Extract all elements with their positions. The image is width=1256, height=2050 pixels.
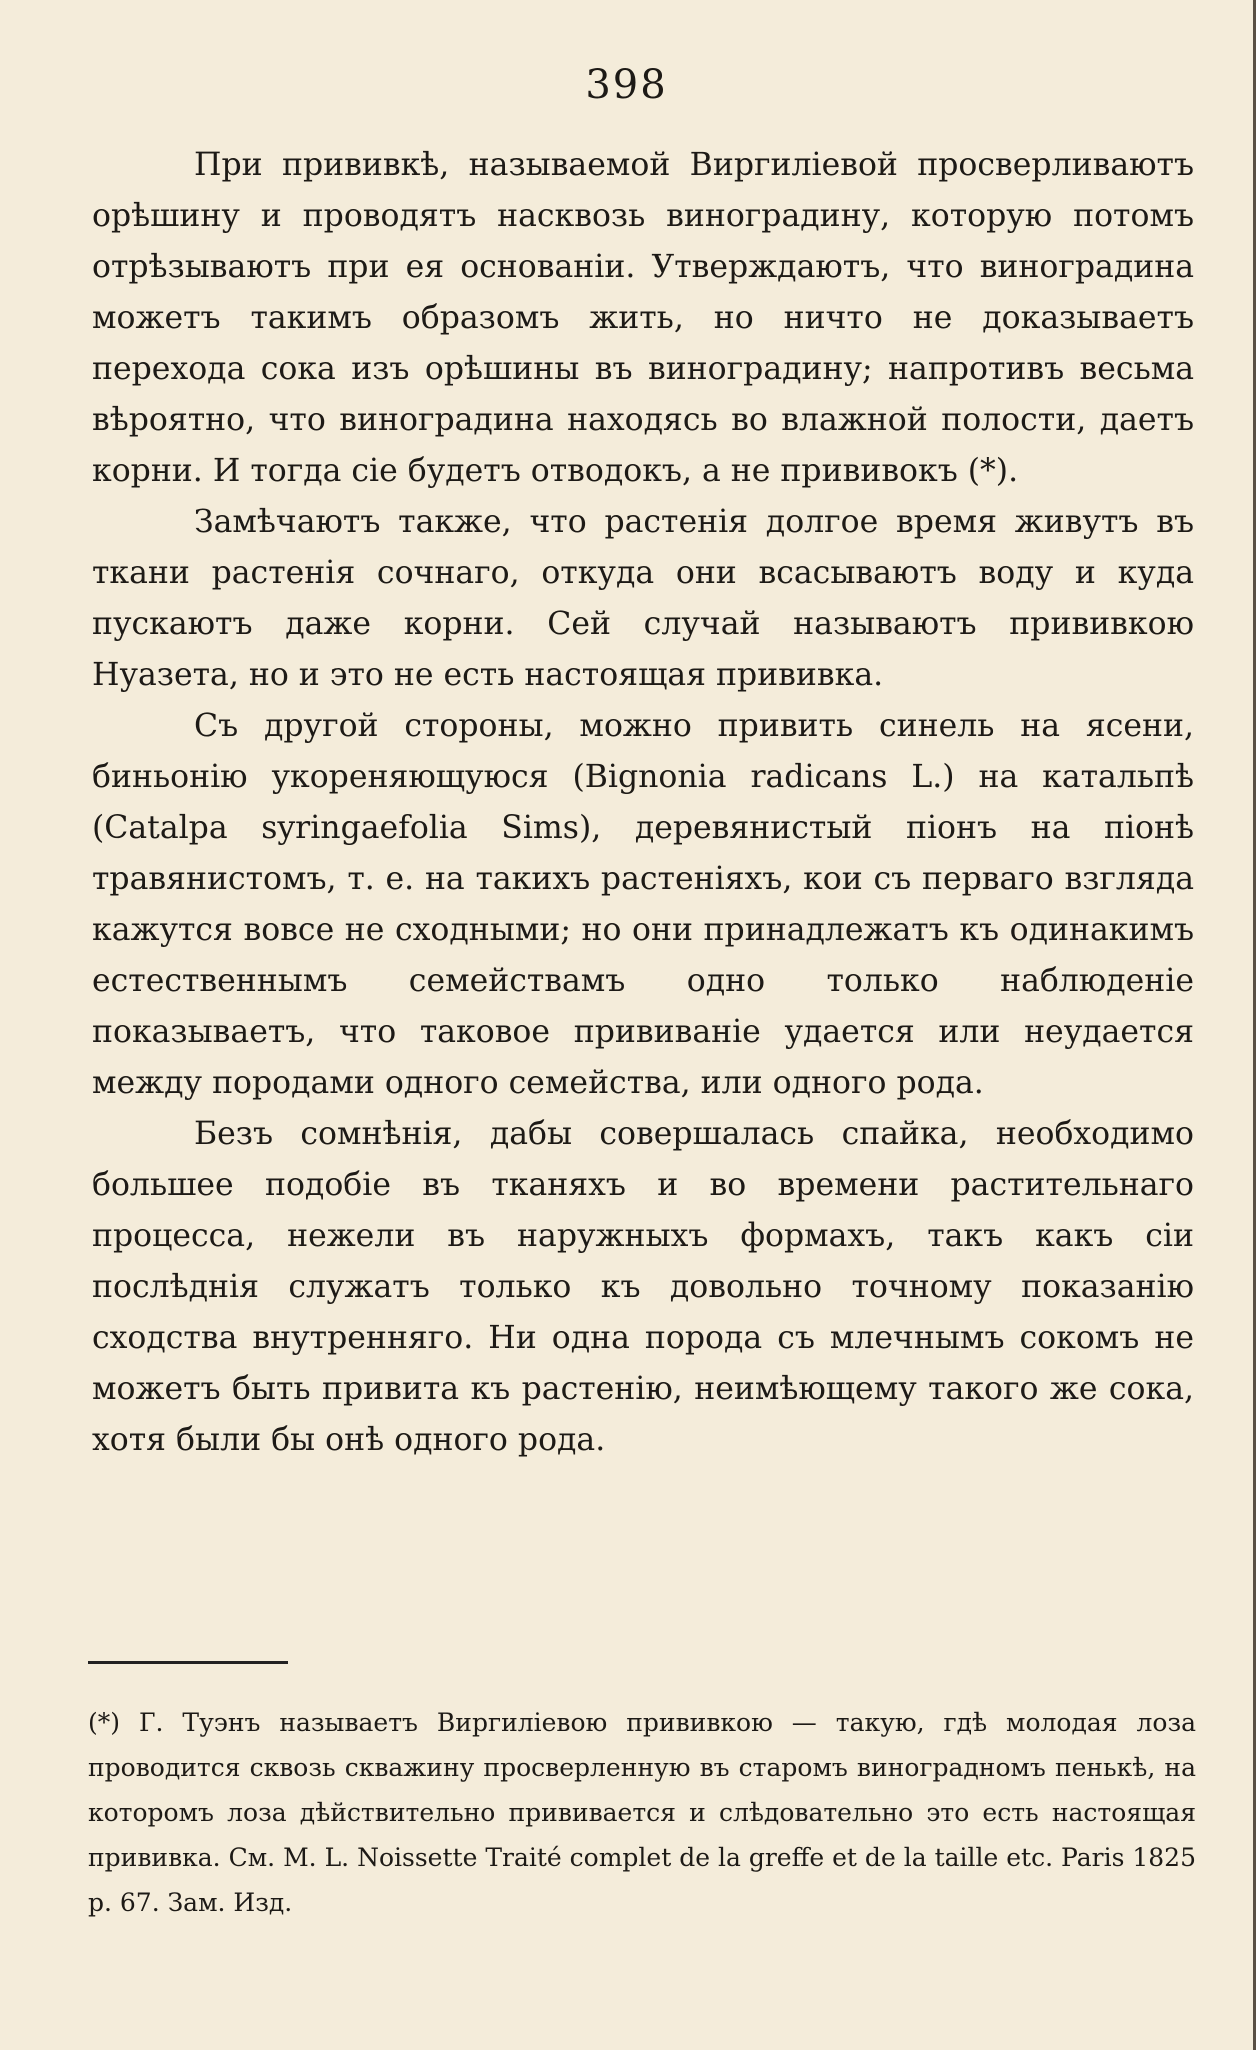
page-number: 398 (585, 62, 668, 108)
footnote-text: (*) Г. Туэнъ называетъ Виргиліевою прививкою — такую, гдѣ молодая лоза проводится сквозь скважину просверленную въ старомъ виноградномъ пенькѣ, на которомъ лоза дѣйствительно прививается и слѣдовательно это есть настоящая прививка. См. M. L. Noissette Traité complet de la greffe et de la taille etc. Paris 1825 p. 67. Зам. Изд. (88, 1708, 1196, 1917)
paragraph: Замѣчаютъ также, что растенія долгое время живутъ въ ткани растенія сочнаго, откуда они всасываютъ воду и куда пускаютъ даже корни. Сей случай называютъ прививкою Нуазета, но и это не есть настоящая прививка. (92, 504, 1194, 693)
body-text (92, 140, 1194, 1466)
footnote-divider (88, 1661, 288, 1664)
paragraph: При прививкѣ, называемой Виргиліевой просверливаютъ орѣшину и проводятъ насквозь виноградину, которую потомъ отрѣзываютъ при ея основаніи. Утверждаютъ, что виноградина можетъ такимъ образомъ жить, но ничто не доказываетъ перехода сока изъ орѣшины въ виноградину; напротивъ весьма вѣроятно, что виноградина находясь во влажной полости, даетъ корни. И тогда сіе будетъ отводокъ, а не прививокъ (*). (92, 147, 1194, 489)
footnote (88, 1700, 1196, 1925)
paragraph: Безъ сомнѣнія, дабы совершалась спайка, необходимо большее подобіе въ тканяхъ и во времени растительнаго процесса, нежели въ наружныхъ формахъ, такъ какъ сіи послѣднія служатъ только къ довольно точному показанію сходства внутренняго. Ни одна порода съ млечнымъ сокомъ не можетъ быть привита къ растенію, неимѣющему такого же сока, хотя были бы онѣ одного рода. (92, 1116, 1194, 1458)
paragraph: Съ другой стороны, можно привить синель на ясени, биньонію укореняющуюся (Bignonia radicans L.) на катальпѣ (Catalpa syringaefolia Sims), деревянистый піонъ на піонѣ травянистомъ, т. е. на такихъ растеніяхъ, кои съ перваго взгляда кажутся вовсе не сходными; но они принадлежатъ къ одинакимъ естественнымъ семействамъ одно только наблюденіе показываетъ, что таковое прививаніе удается или неудается между породами одного семейства, или одного рода. (92, 708, 1194, 1101)
